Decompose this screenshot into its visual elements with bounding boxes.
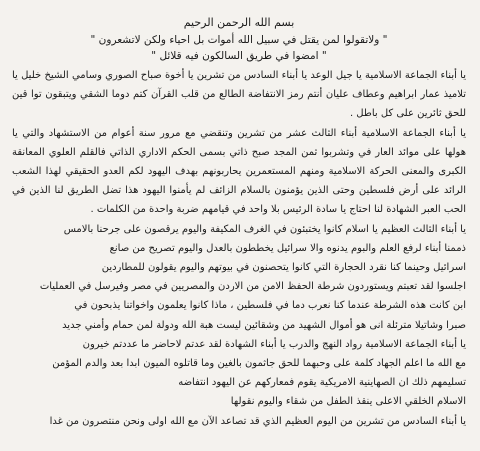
body-line: اسرائيل وحينما كنا نقرد الحجارة التي كانوا يتحصنون في بيوتهم واليوم يقولون للمطاردين xyxy=(101,262,466,274)
body-line: ذممنا أبناء لرفع العلم والبوم يدنوه والا سرائيل يخططون بالعدل واليوم تصريح من صانع xyxy=(109,242,466,254)
body-line: يا أبناء الثالث العظيم يا اسلام كانوا يختبئون في الغرف المكيفة واليوم يرقصون على جرحنا بالامس xyxy=(63,223,466,235)
body-line: ابن كانت هذه الشرطة عندما كنا نعرب دما في فلسطين ، ماذا كانوا يعلمون واخواتنا يذبحون في xyxy=(74,300,466,312)
body-line: اجلسوا لقد تعبتم ويستوردون شرطة الحفظ الامن من الاردن والمصريين في مصر وفيرسل في العمليات xyxy=(39,281,466,293)
basmala-heading: بسم الله الرحمن الرحيم xyxy=(183,16,295,29)
quran-verse: " ولاتقولوا لمن يقتل في سبيل الله أموات بل احياء ولكن لاتشعرون " xyxy=(90,34,388,46)
body-line: يا أبناء الجماعة الاسلامية رواد النهج والدرب يا أبناء الشهادة لقد عدتم لاحاضر ما عددتم خيرون xyxy=(82,338,466,350)
paragraph-2: يا أبناء الجماعة الاسلامية أبناء الثالث عشر من تشرين وتنقضي مع مرور سنة أعوام من الاستشهاد والتي يا هولها على موائد العار في وتشربوا ثمن المجد صبح ذاتي بسمى الحكم الاداري الذاتي فالقلم العلوي المعانقة الكبرى والمعنى الحركة الاسلامية ومنهم المستعمرين يحاربونهم بهدف اليهود لكم العدو الحقيقي لهذا الشعب الرائد على أرض فلسطين وحتى الذين يؤمنون بالسلام الزائف لم يأمنوا اليهود هذا تضل الطريق لنا الذين في الحب العبر الشهادة لنا احتاج يا سادة الرئيس بلا واحد في قيامهم ضربة واحدة من الكلمات . xyxy=(12,127,466,216)
motto-line: " امضوا في طريق السالكون فيه قلائل " xyxy=(151,50,327,62)
body-line: تسليمهم ذلك ان الصهاينية الامريكية يقوم فمعاركهم عن اليهود انتفاضه xyxy=(178,377,466,389)
body-line: يا أبناء السادس من تشرين من اليوم العظيم الذي قد تصاعد الآن مع الله اولى ونحن منتصرون من غدا xyxy=(49,415,466,427)
document-body xyxy=(12,66,466,431)
body-line: صبرا وشاتيلا مترئلة انى هو أموال الشهيد من وشقائين ليست هبة الله ودولة لمن حمام وأمني جديد xyxy=(62,319,466,331)
body-line: الاسلام الخلقي الاعلى ينقذ الطفل من شقاء واليوم نقولها xyxy=(230,396,466,408)
paragraph-1: يا أبناء الجماعة الاسلامية يا جيل الوعد يا أبناء السادس من تشرين يا أخوة صباح الصوري وسامي الشيخ خليل يا تلاميذ عمار ابراهيم وعطاف عليان أنتم رمز الانتفاضة الطالع من قلب القرآن كتم دوما الشقي ويتبقون توا قين للحق ثائرين على كل باطل . xyxy=(12,70,466,120)
body-line: مع الله ما اعلم الجهاد كلمة على وحبهما للحق جاثمون بالغين وما قاتلوه الميون ابدا بعد والدم المؤمن xyxy=(52,358,466,370)
